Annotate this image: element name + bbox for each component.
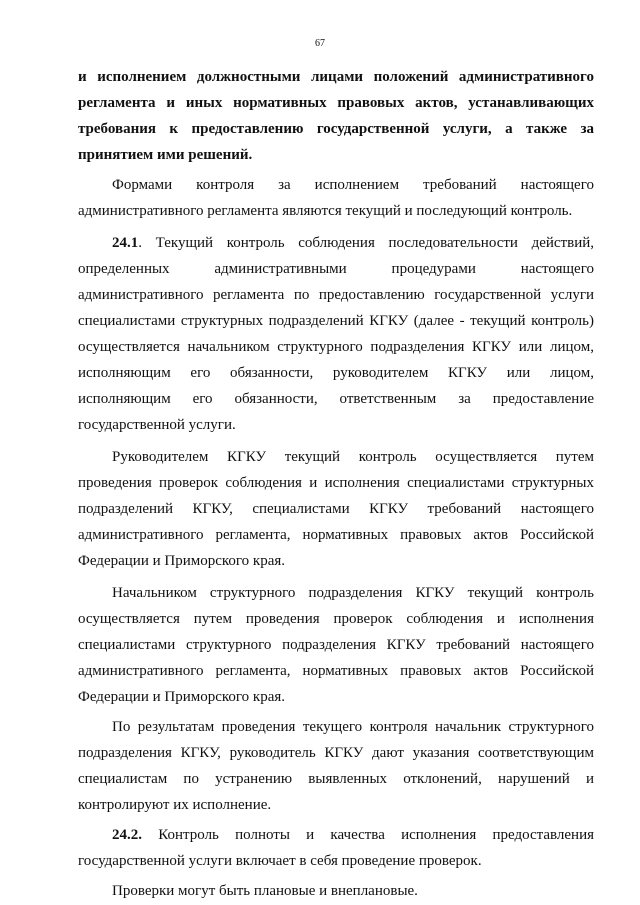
paragraph-unit-head-control: Начальником структурного подразделения КГКУ текущий контроль осуществляется путем проведения проверок соблюдения и исполнения специалистами структурного подразделения КГКУ требований настоящего административного регламента, нормативных правовых актов Российской Федерации и Приморского края. <box>78 585 594 705</box>
paragraph-inspection-types: Проверки могут быть плановые и внеплановые. <box>112 883 418 899</box>
paragraph-text: . Текущий контроль соблюдения последовательности действий, определенных административными процедурами настоящего административного регламента по предоставлению государственной услуги специалистами структурных подразделений КГКУ (далее - текущий контроль) осуществляется начальником структурного подразделения КГКУ или лицом, исполняющим его обязанности, руководителем КГКУ или лицом, исполняющим его обязанности, ответственным за предоставление государственной услуги. <box>78 235 594 433</box>
paragraph-head-control: Руководителем КГКУ текущий контроль осуществляется путем проведения проверок соблюдения и исполнения специалистами структурных подразделений КГКУ, специалистами КГКУ требований настоящего административного регламента, нормативных правовых актов Российской Федерации и Приморского края. <box>78 449 594 569</box>
paragraph-control-forms: Формами контроля за исполнением требований настоящего административного регламента являются текущий и последующий контроль. <box>78 177 594 219</box>
page-number: 67 <box>315 38 325 49</box>
paragraph-continuation: и исполнением должностными лицами положений административного регламента и иных нормативных правовых актов, устанавливающих требования к предоставлению государственной услуги, а также за принятием ими решений. <box>78 69 594 163</box>
paragraph-section-24-2 <box>78 822 594 874</box>
paragraph-text: Контроль полноты и качества исполнения предоставления государственной услуги включает в себя проведение проверок. <box>78 827 594 869</box>
section-number: 24.1 <box>112 235 139 251</box>
document-body <box>78 64 594 904</box>
section-number: 24.2. <box>112 827 142 843</box>
paragraph-control-results: По результатам проведения текущего контроля начальник структурного подразделения КГКУ, руководитель КГКУ дают указания соответствующим специалистам по устранению выявленных отклонений, нарушений и контролируют их исполнение. <box>78 719 594 813</box>
paragraph-section-24-1 <box>78 230 594 438</box>
